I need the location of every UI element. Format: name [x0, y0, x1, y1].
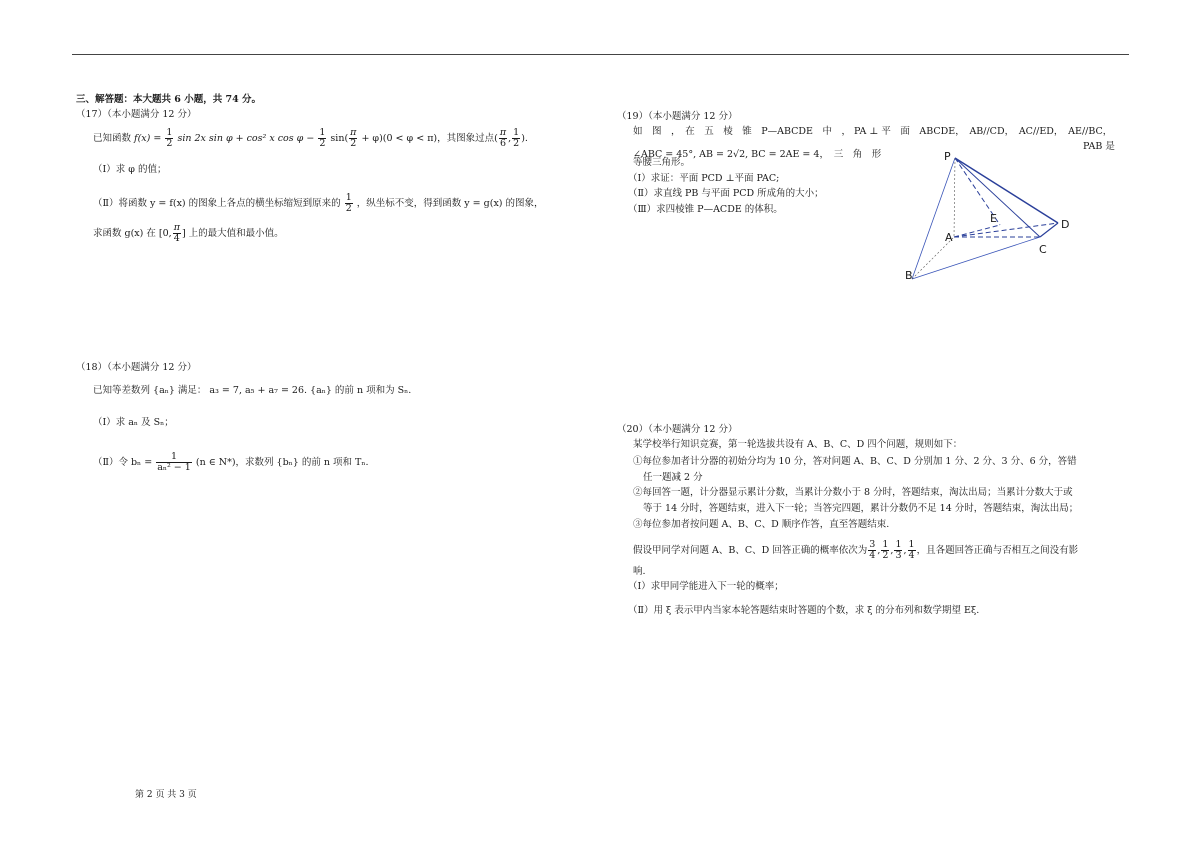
q17-header: （17）（本小题满分 12 分） — [76, 109, 197, 120]
q20-intro: 某学校举行知识竞赛，第一轮选拔共设有 A、B、C、D 四个问题，规则如下： — [633, 439, 963, 450]
q19-line2b: PAB 是 — [1083, 141, 1115, 152]
q20-rule1a: ①每位参加者计分器的初始分均为 10 分，答对问题 A、B、C、D 分别加 1 分、2 分、3 分、6 分，答错 — [633, 456, 1077, 467]
q20-prob-cont: 响. — [633, 566, 646, 577]
q19-line2a: ∠ABC = 45°, AB = 2√2, BC = 2AE = 4， 三 角 形 — [633, 149, 882, 160]
q19-line3: 等腰三角形。 — [633, 157, 691, 168]
q20-prob: 假设甲同学对问题 A、B、C、D 回答正确的概率依次为 $\frac{3}{4}$ , $\frac{1}{2}$ , $\frac{1}{3}$ , $\frac{1}{4}$ ，且各题回答正确与否相互之间没有影 — [633, 539, 1079, 561]
q17-part2: （Ⅱ）将函数 y = f(x) 的图象上各点的横坐标缩短到原来的 $\frac{1}{2}$ ，纵坐标不变，得到函数 y = g(x) 的图象， — [93, 192, 544, 214]
q19-part1: （Ⅰ）求证：平面 PCD ⊥平面 PAC; — [628, 173, 780, 184]
q20-rule2a: ②每回答一题，计分器显示累计分数，当累计分数小于 8 分时，答题结束，淘汰出局；当累计分数大于或 — [633, 487, 1073, 498]
q19-line1b: PA ⊥ 平 面 ABCDE， AB//CD， AC//ED， AE//BC， — [854, 126, 1113, 137]
q17-line1: 已知函数 f(x) = $\frac{1}{2}$ sin 2x sin φ + cos² x cos φ − $\frac{1}{2}$ sin( $\frac{\pi}{2}$ + φ)(0 < φ < π)，其图象过点( $\frac{\pi}{6}$ , $\frac{1}{2}$ ). — [93, 127, 528, 149]
label-a: A — [945, 231, 953, 244]
label-c: C — [1039, 243, 1047, 256]
q18-header: （18）（本小题满分 12 分） — [76, 362, 197, 373]
section-heading: 三、解答题：本大题共 6 小题，共 74 分。 — [76, 94, 262, 105]
page-footer: 第 2 页 共 3 页 — [135, 790, 197, 800]
q20-part1: （Ⅰ）求甲同学能进入下一轮的概率； — [628, 581, 784, 592]
pyramid-figure — [900, 145, 1085, 285]
q19-part3: （Ⅲ）求四棱锥 P—ACDE 的体积。 — [628, 204, 783, 215]
q18-part2: （Ⅱ）令 bₙ = $\frac{1}{\text{aₙ² − 1}}$ (n ∈ N*)，求数列 {bₙ} 的前 n 项和 Tₙ. — [93, 451, 369, 473]
label-p: P — [944, 150, 951, 163]
q20-header: （20）（本小题满分 12 分） — [617, 424, 738, 435]
q17-part2-cont: 求函数 g(x) 在 [0, $\frac{\pi}{4}$ ] 上的最大值和最小值。 — [93, 222, 284, 244]
q17-part1: （Ⅰ）求 φ 的值； — [93, 164, 167, 175]
q19-part2: （Ⅱ）求直线 PB 与平面 PCD 所成角的大小； — [628, 188, 824, 199]
q19-line1a: 如 图 ， 在 五 棱 锥 P—ABCDE 中 ， — [633, 126, 851, 137]
q20-rule3: ③每位参加者按问题 A、B、C、D 顺序作答，直至答题结束. — [633, 519, 890, 530]
label-b: B — [905, 269, 913, 282]
q18-line1: 已知等差数列 {aₙ} 满足： a₃ = 7, a₅ + a₇ = 26. {aₙ} 的前 n 项和为 Sₙ. — [93, 385, 412, 396]
label-d: D — [1061, 218, 1070, 231]
q19-header: （19）（本小题满分 12 分） — [617, 111, 738, 122]
q18-part1: （Ⅰ）求 aₙ 及 Sₙ； — [93, 417, 174, 428]
q20-rule2b: 等于 14 分时，答题结束，进入下一轮；当答完四题，累计分数仍不足 14 分时，答题结束，淘汰出局； — [643, 503, 1079, 514]
q20-rule1b: 任一题减 2 分 — [643, 472, 703, 483]
label-e: E — [990, 212, 997, 225]
q20-part2: （Ⅱ）用 ξ 表示甲内当家本轮答题结束时答题的个数，求 ξ 的分布列和数学期望 Eξ. — [628, 605, 980, 616]
header-rule — [72, 54, 1129, 55]
